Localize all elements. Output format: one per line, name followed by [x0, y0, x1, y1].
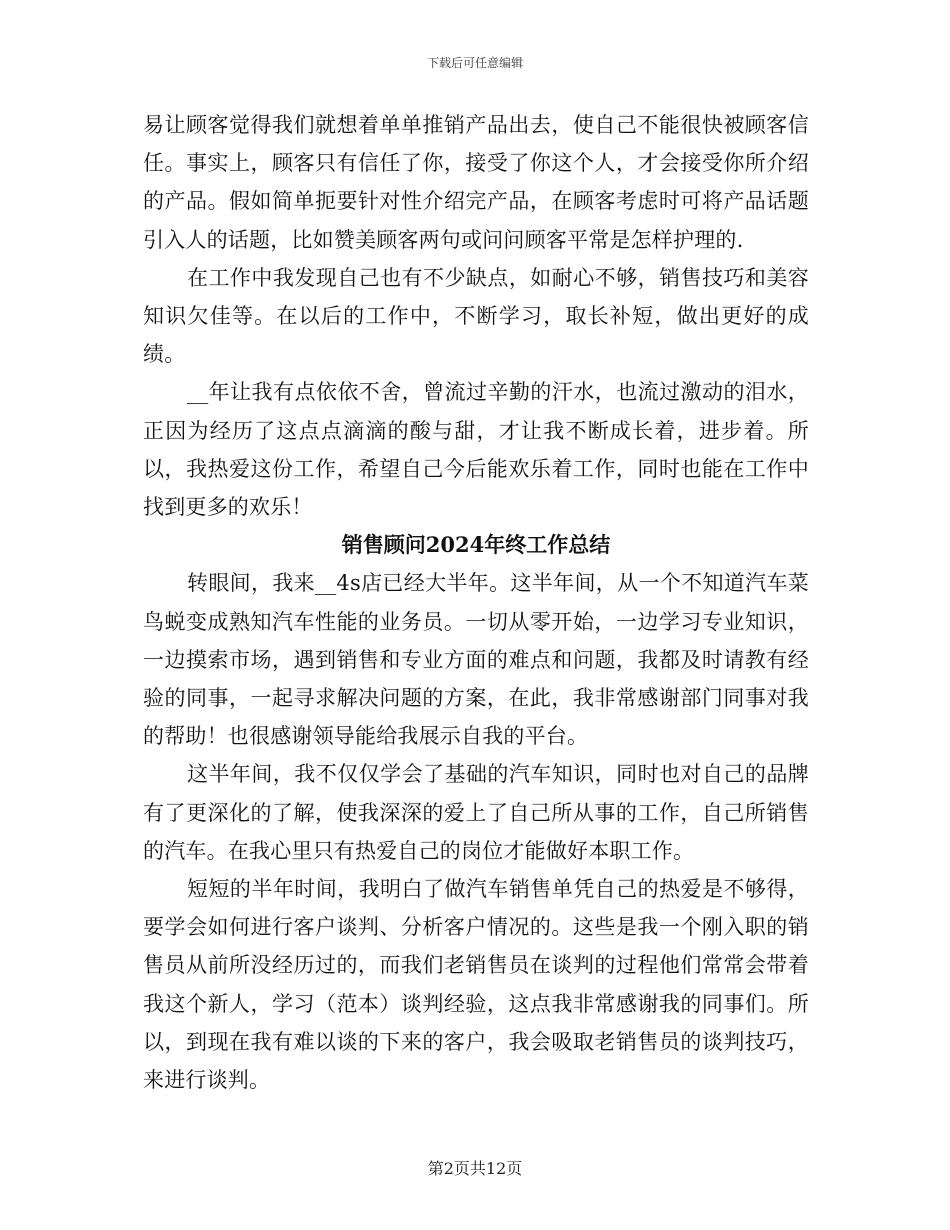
- paragraph-negotiation: 短短的半年时间，我明白了做汽车销售单凭自己的热爱是不够得，要学会如何进行客户谈判、分析客户情况的。这些是我一个刚入职的销售员从前所没经历过的，而我们老销售员在谈判的过程他们常常会带着我这个新人，学习（范本）谈判经验，这点我非常感谢我的同事们。所以，到现在我有难以谈的下来的客户，我会吸取老销售员的谈判技巧，来进行谈判。: [143, 877, 809, 1093]
- paragraph-year-reflection: __年让我有点依依不舍，曾流过辛勤的汗水，也流过激动的泪水，正因为经历了这点点滴滴的酸与甜，才让我不断成长着，进步着。所以，我热爱这份工作，希望自己今后能欢乐着工作，同时也能在工作中找到更多的欢乐！: [143, 380, 809, 520]
- section-title: 销售顾问2024年终工作总结: [341, 532, 611, 558]
- paragraph-shortcomings: 在工作中我发现自己也有不少缺点，如耐心不够，销售技巧和美容知识欠佳等。在以后的工作中，不断学习，取长补短，做出更好的成绩。: [143, 265, 809, 367]
- document-body: [143, 106, 809, 1099]
- paragraph-intro: 转眼间，我来__4s店已经大半年。这半年间，从一个不知道汽车菜鸟蜕变成熟知汽车性能的业务员。一切从零开始，一边学习专业知识，一边摸索市场，遇到销售和专业方面的难点和问题，我都及时请教有经验的同事，一起寻求解决问题的方案，在此，我非常感谢部门同事对我的帮助！也很感谢领导能给我展示自我的平台。: [143, 571, 809, 749]
- page-header: 下载后可任意编辑: [426, 56, 523, 70]
- paragraph-knowledge: 这半年间，我不仅仅学会了基础的汽车知识，同时也对自己的品牌有了更深化的了解，使我深深的爱上了自己所从事的工作，自己所销售的汽车。在我心里只有热爱自己的岗位才能做好本职工作。: [143, 762, 809, 863]
- paragraph-continuation: 易让顾客觉得我们就想着单单推销产品出去，使自己不能很快被顾客信任。事实上，顾客只有信任了你，接受了你这个人，才会接受你所介绍的产品。假如简单扼要针对性介绍完产品，在顾客考虑时可将产品话题引入人的话题，比如赞美顾客两句或问问顾客平常是怎样护理的.: [143, 113, 809, 252]
- page-footer: 第2页共12页: [427, 1159, 523, 1178]
